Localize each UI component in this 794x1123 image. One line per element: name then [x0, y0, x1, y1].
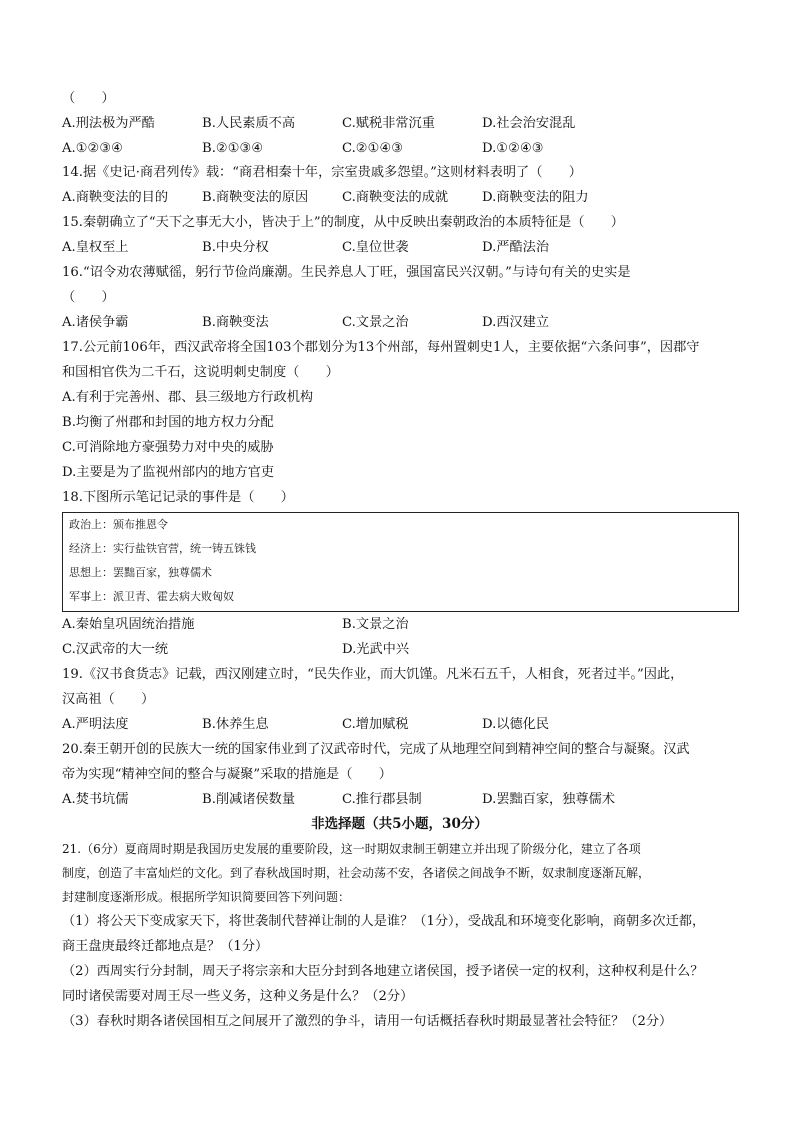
- q21-intro-line2: 制度，创造了丰富灿烂的文化。到了春秋战国时期，社会动荡不安，各诸侯之间战争不断，奴隶制度逐渐瓦解，: [62, 866, 651, 880]
- q20-option-c: C.推行郡县制: [342, 792, 422, 807]
- q14-stem: 14.据《史记·商君列传》载：“商君相秦十年，宗室贵戚多怨望。”这则材料表明了（ ）: [62, 165, 582, 180]
- q14-option-b: B.商鞅变法的原因: [202, 190, 309, 205]
- q16-option-b: B.商鞅变法: [202, 315, 269, 330]
- q18-option-b: B.文景之治: [342, 617, 409, 632]
- q18-option-a: A.秦始皇巩固统治措施: [62, 617, 195, 632]
- q16-option-d: D.西汉建立: [482, 315, 550, 330]
- q20-option-d: D.罢黜百家，独尊儒术: [482, 792, 615, 807]
- q17-option-a: A.有利于完善州、郡、县三级地方行政机构: [62, 390, 314, 405]
- q13-choice-c: C.②①④③: [342, 141, 404, 156]
- q13-option-a: A.刑法极为严酷: [62, 116, 155, 131]
- q18-notes-box: [62, 512, 739, 612]
- q19-option-c: C.增加赋税: [342, 717, 409, 732]
- q18-note-economy: 经济上：实行盐铁官营，统一铸五铢钱: [69, 542, 256, 555]
- q19-option-a: A.严明法度: [62, 717, 129, 732]
- q14-option-c: C.商鞅变法的成就: [342, 190, 449, 205]
- q19-option-d: D.以德化民: [482, 717, 550, 732]
- q18-stem: 18.下图所示笔记记录的事件是（ ）: [62, 490, 294, 505]
- q15-option-d: D.严酷法治: [482, 240, 550, 255]
- section-heading: 非选择题（共5小题，30分）: [311, 816, 488, 832]
- q21-part1-line2: 商王盘庚最终迁都地点是？（1分）: [62, 939, 269, 954]
- q13-choice-d: D.①②④③: [482, 141, 544, 156]
- q18-option-d: D.光武中兴: [342, 642, 410, 657]
- q16-stem: 16.“诏令劝农薄赋徭，躬行节俭尚廉潮。生民养息人丁旺，强国富民兴汉朝。”与诗句有关的史实是: [62, 265, 631, 280]
- q20-stem-line1: 20.秦王朝开创的民族大一统的国家伟业到了汉武帝时代，完成了从地理空间到精神空间的整合与凝聚。汉武: [62, 742, 690, 757]
- q18-note-military: 军事上：派卫青、霍去病大败匈奴: [69, 590, 234, 603]
- q17-option-d: D.主要是为了监视州部内的地方官吏: [62, 465, 275, 480]
- q15-stem: 15.秦朝确立了“天下之事无大小，皆决于上”的制度，从中反映出秦朝政治的本质特征是（ ）: [62, 215, 624, 230]
- q19-stem-line1: 19.《汉书食货志》记载，西汉刚建立时，“民失作业，而大饥馑。凡米石五千，人相食，死者过半。”因此，: [62, 667, 684, 682]
- q13-bracket: （ ）: [62, 91, 115, 106]
- q14-option-d: D.商鞅变法的阻力: [482, 190, 589, 205]
- q15-option-b: B.中央分权: [202, 240, 269, 255]
- q18-note-politics: 政治上：颁布推恩令: [69, 518, 168, 531]
- q15-option-c: C.皇位世袭: [342, 240, 409, 255]
- q16-bracket: （ ）: [62, 290, 115, 305]
- q19-stem-line2: 汉高祖（ ）: [62, 692, 155, 707]
- q21-part2-line1: （2）西周实行分封制，周天子将宗亲和大臣分封到各地建立诸侯国，授予诸侯一定的权利，这种权利是什么？: [62, 964, 704, 979]
- q13-choice-a: A.①②③④: [62, 141, 124, 156]
- q21-intro-line3: 封建制度逐渐形成。根据所学知识简要回答下列问题：: [62, 890, 351, 904]
- q21-part2-line2: 同时诸侯需要对周王尽一些义务，这种义务是什么？（2分）: [62, 989, 414, 1004]
- q13-option-b: B.人民素质不高: [202, 116, 296, 131]
- q17-option-c: C.可消除地方豪强势力对中央的威胁: [62, 440, 274, 455]
- q17-stem-line2: 和国相官佚为二千石，这说明刺史制度（ ）: [62, 365, 339, 380]
- q18-option-c: C.汉武帝的大一统: [62, 642, 169, 657]
- q20-option-a: A.焚书坑儒: [62, 792, 129, 807]
- q14-option-a: A.商鞅变法的目的: [62, 190, 169, 205]
- q13-option-d: D.社会治安混乱: [482, 116, 576, 131]
- q15-option-a: A.皇权至上: [62, 240, 129, 255]
- q21-part1-line1: （1）将公天下变成家天下，将世袭制代替禅让制的人是谁？（1分），受战乱和环境变化影响，商朝多次迁都，: [62, 914, 706, 929]
- q19-option-b: B.休养生息: [202, 717, 269, 732]
- q18-note-thought: 思想上：罢黜百家，独尊儒术: [69, 566, 212, 579]
- q13-choice-b: B.②①③④: [202, 141, 264, 156]
- q20-stem-line2: 帝为实现“精神空间的整合与凝聚”采取的措施是（ ）: [62, 767, 392, 782]
- q13-option-c: C.赋税非常沉重: [342, 116, 435, 131]
- q21-intro-line1: 21.（6分）夏商周时期是我国历史发展的重要阶段，这一时期奴隶制王朝建立并出现了阶级分化，建立了各项: [62, 842, 641, 856]
- q16-option-a: A.诸侯争霸: [62, 315, 129, 330]
- q20-option-b: B.削减诸侯数量: [202, 792, 296, 807]
- q17-option-b: B.均衡了州郡和封国的地方权力分配: [62, 415, 274, 430]
- q16-option-c: C.文景之治: [342, 315, 409, 330]
- q21-part3: （3）春秋时期各诸侯国相互之间展开了激烈的争斗，请用一句话概括春秋时期最显著社会特征？（2分）: [62, 1014, 673, 1029]
- q17-stem-line1: 17.公元前106年，西汉武帝将全国103个郡划分为13个州部，每州置刺史1人，主要依据“六条问事”，因郡守: [62, 340, 700, 355]
